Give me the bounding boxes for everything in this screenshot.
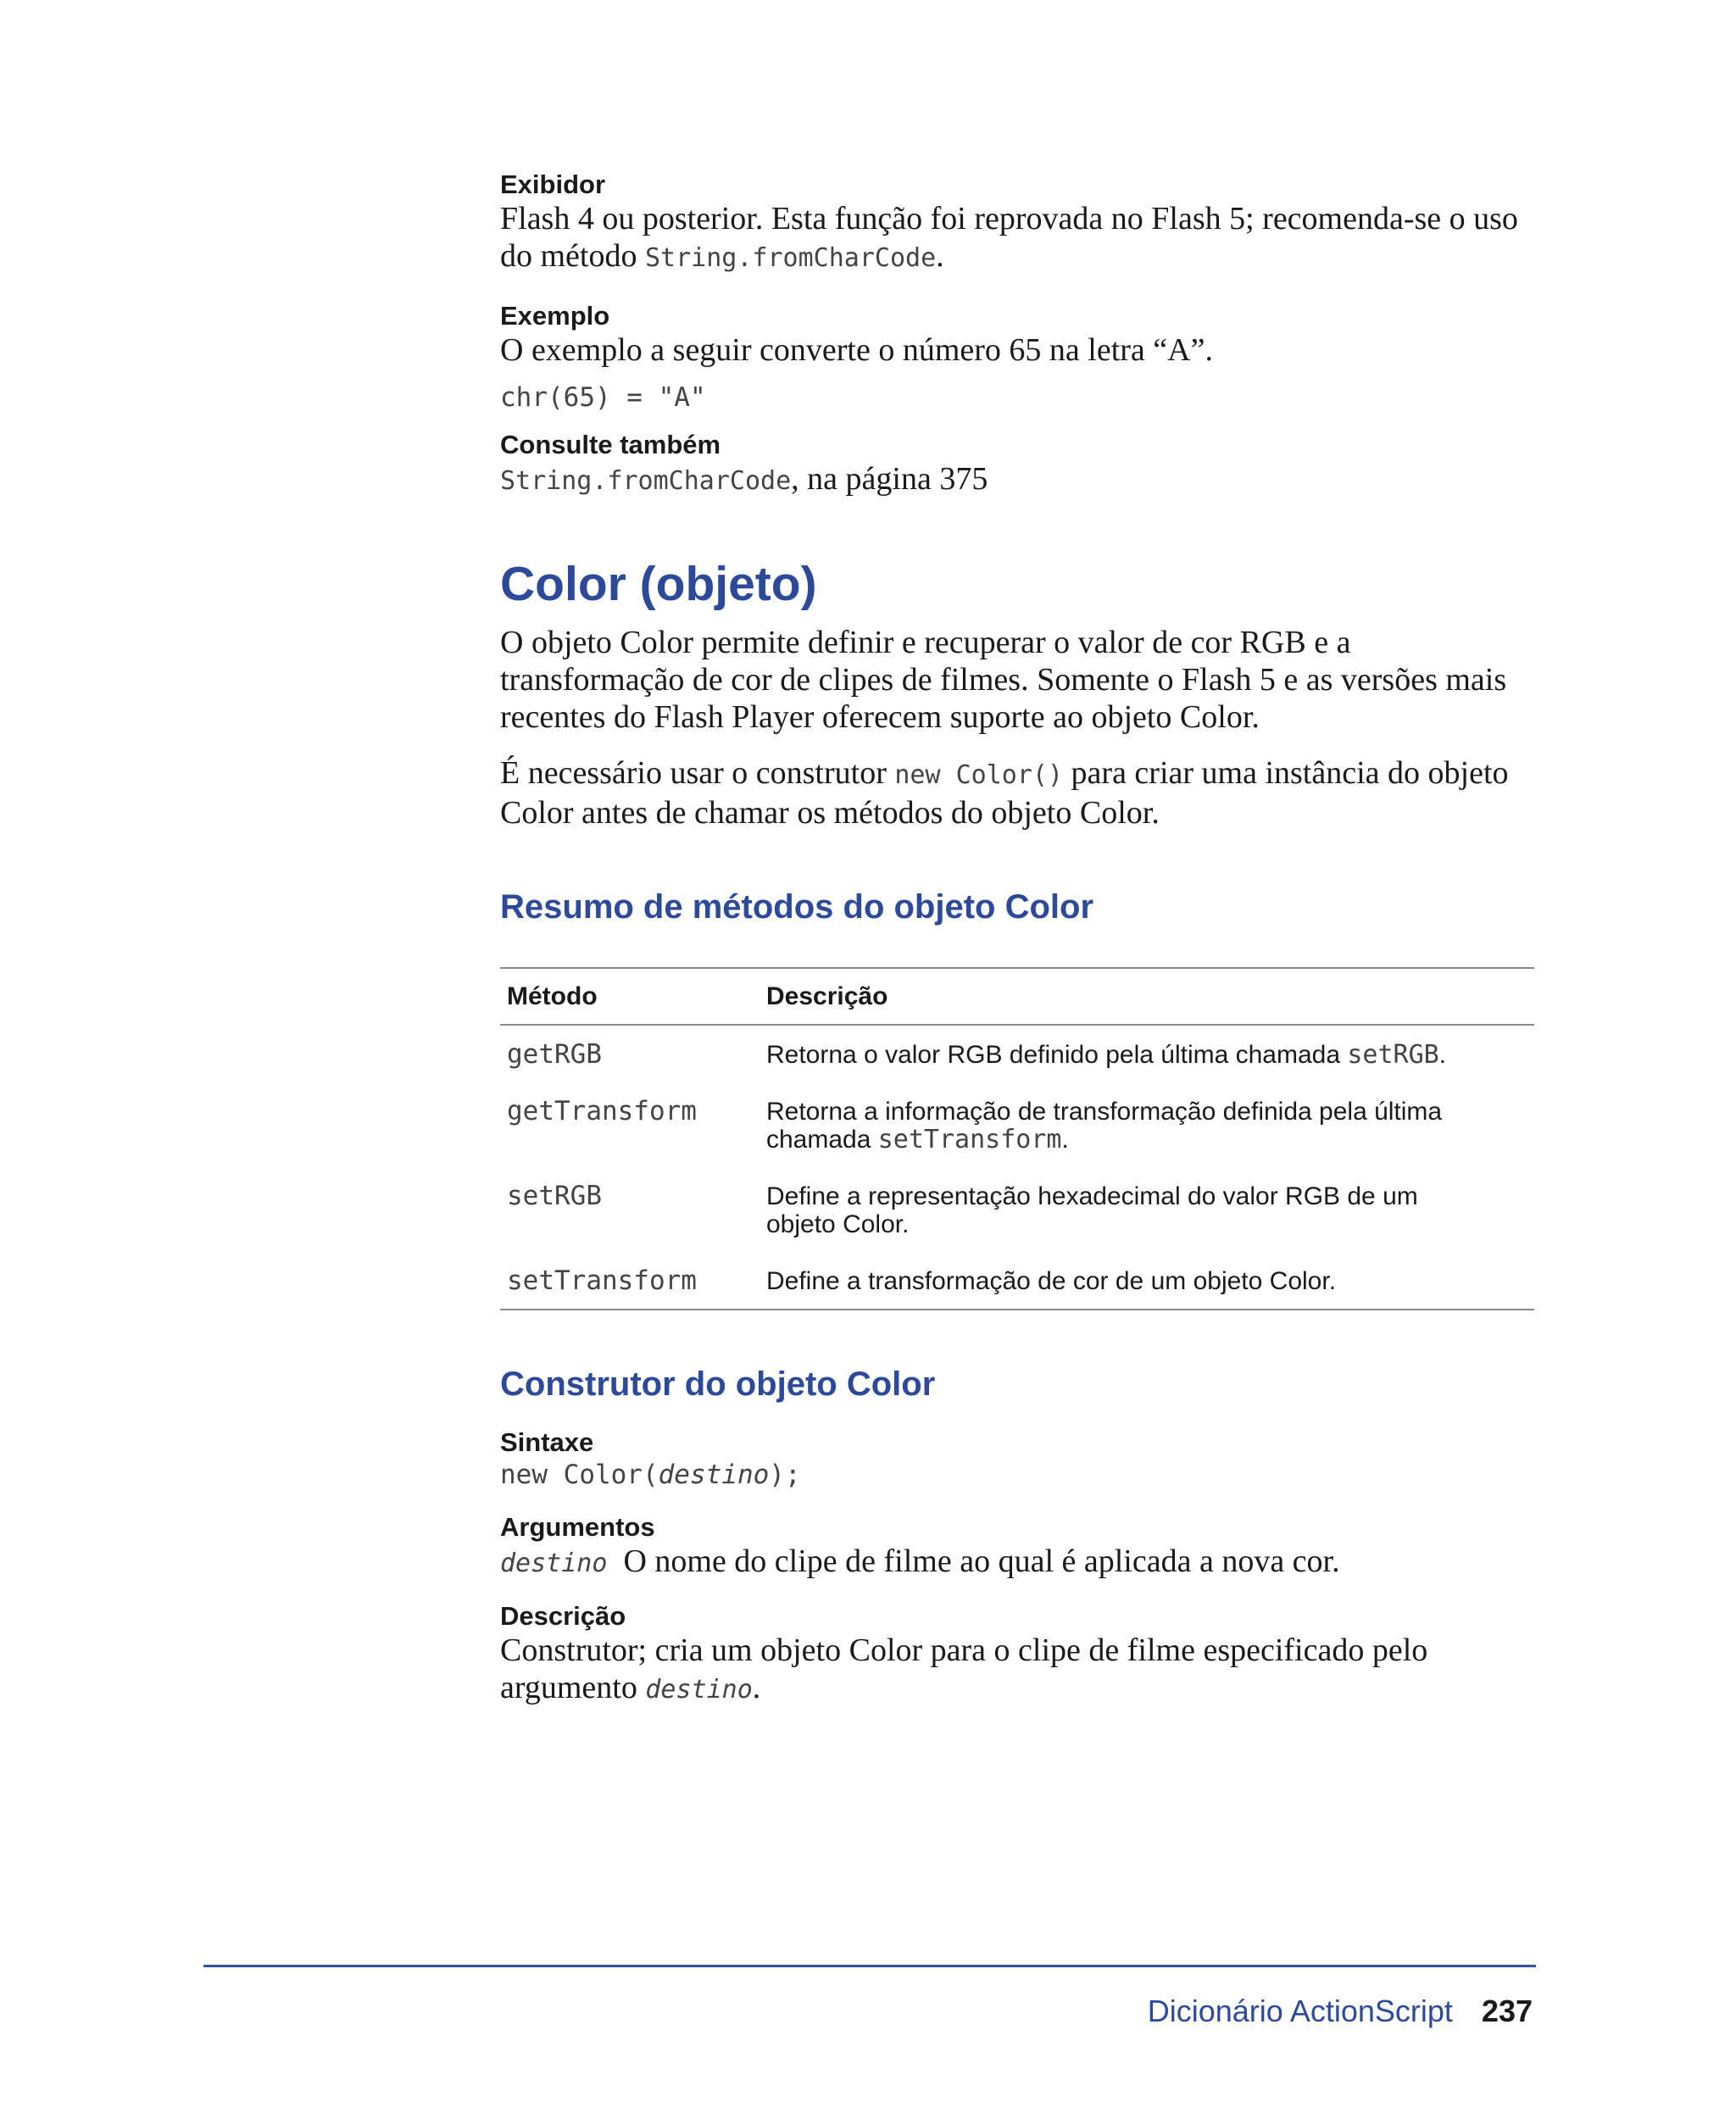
column-header-method: Método: [500, 968, 760, 1025]
methods-table: [500, 967, 1534, 1310]
p2-text-a: É necessário usar o construtor: [500, 755, 895, 791]
desc-text: Define a representação hexadecimal do valor RGB de um objeto Color.: [766, 1182, 1418, 1238]
p2-code: new Color(): [894, 760, 1064, 790]
sintaxe-code-a: new Color(: [500, 1460, 659, 1490]
constructor-title: Construtor do objeto Color: [500, 1365, 936, 1403]
page-content: [500, 170, 1534, 1709]
method-name: setTransform: [500, 1252, 760, 1310]
desc-text: Retorna o valor RGB definido pela última chamada: [766, 1041, 1348, 1069]
column-header-description: Descrição: [760, 968, 1534, 1025]
exibidor-text: [500, 200, 1534, 277]
arg-name: destino: [500, 1549, 608, 1578]
exemplo-text: O exemplo a seguir converte o número 65 na letra “A”.: [500, 332, 1213, 368]
table-header-row: [500, 968, 1534, 1025]
sintaxe-arg: destino: [658, 1460, 770, 1490]
method-description: [760, 1167, 1534, 1252]
desc-body: Construtor; cria um objeto Color para o clipe de filme especificado pelo argumento: [500, 1632, 1428, 1705]
table-row: [500, 1252, 1534, 1310]
page-footer: [1148, 1994, 1533, 2029]
consulte-text: [500, 460, 1534, 500]
exemplo-label: Exemplo: [500, 301, 610, 331]
method-name: getRGB: [507, 1039, 602, 1070]
arg-text: O nome do clipe de filme ao qual é aplicada a nova cor.: [607, 1543, 1340, 1579]
table-row: [500, 1082, 1534, 1167]
footer-rule: [203, 1965, 1536, 1967]
desc-code: setTransform: [877, 1125, 1062, 1154]
consulte-page-ref: , na página 375: [791, 461, 988, 497]
method-name: getTransform: [507, 1096, 697, 1126]
descricao-label: Descrição: [500, 1601, 626, 1631]
methods-summary-title: Resumo de métodos do objeto Color: [500, 888, 1094, 926]
sintaxe-code: [500, 1458, 1534, 1492]
table-row: [500, 1025, 1534, 1082]
method-description: [760, 1252, 1534, 1310]
desc-code: destino: [645, 1675, 753, 1705]
desc-text: Define a transformação de cor de um objeto Color.: [766, 1267, 1337, 1295]
method-description: [760, 1082, 1534, 1167]
exibidor-code: String.fromCharCode: [644, 243, 937, 273]
exibidor-text-b: .: [936, 238, 944, 274]
table-row: [500, 1167, 1534, 1252]
sintaxe-label: Sintaxe: [500, 1427, 594, 1457]
desc-tail: .: [752, 1670, 761, 1705]
color-object-title: Color (objeto): [500, 557, 817, 611]
argumentos-label: Argumentos: [500, 1512, 655, 1542]
method-description: [760, 1025, 1534, 1082]
exibidor-label: Exibidor: [500, 170, 606, 199]
exibidor-text-a: Flash 4 ou posterior. Esta função foi reprovada no Flash 5; recomenda-se o uso do método: [500, 201, 1518, 274]
method-name: setRGB: [507, 1181, 602, 1211]
argumentos-text: [500, 1543, 1534, 1582]
descricao-text: [500, 1632, 1534, 1709]
page-number: 237: [1481, 1994, 1533, 2028]
sintaxe-code-b: );: [769, 1460, 801, 1490]
color-intro-paragraph: O objeto Color permite definir e recuperar o valor de cor RGB e a transformação de cor de clipes de filmes. Somente o Flash 5 e as versões mais recentes do Flash Player oferecem suporte ao objeto Color.: [500, 625, 1507, 735]
desc-tail: .: [1061, 1126, 1069, 1154]
desc-text: Retorna a informação de transformação definida pela última chamada: [766, 1098, 1443, 1154]
exemplo-code: chr(65) = "A": [500, 382, 706, 413]
footer-title: Dicionário ActionScript: [1147, 1994, 1453, 2028]
color-constructor-paragraph: [500, 754, 1534, 831]
p2-text-b: para criar uma instância do objeto Color antes de chamar os métodos do objeto Color.: [500, 755, 1509, 831]
consulte-label: Consulte também: [500, 430, 721, 459]
desc-code: setRGB: [1347, 1040, 1439, 1070]
desc-tail: .: [1438, 1041, 1447, 1069]
consulte-link[interactable]: String.fromCharCode: [500, 466, 792, 496]
